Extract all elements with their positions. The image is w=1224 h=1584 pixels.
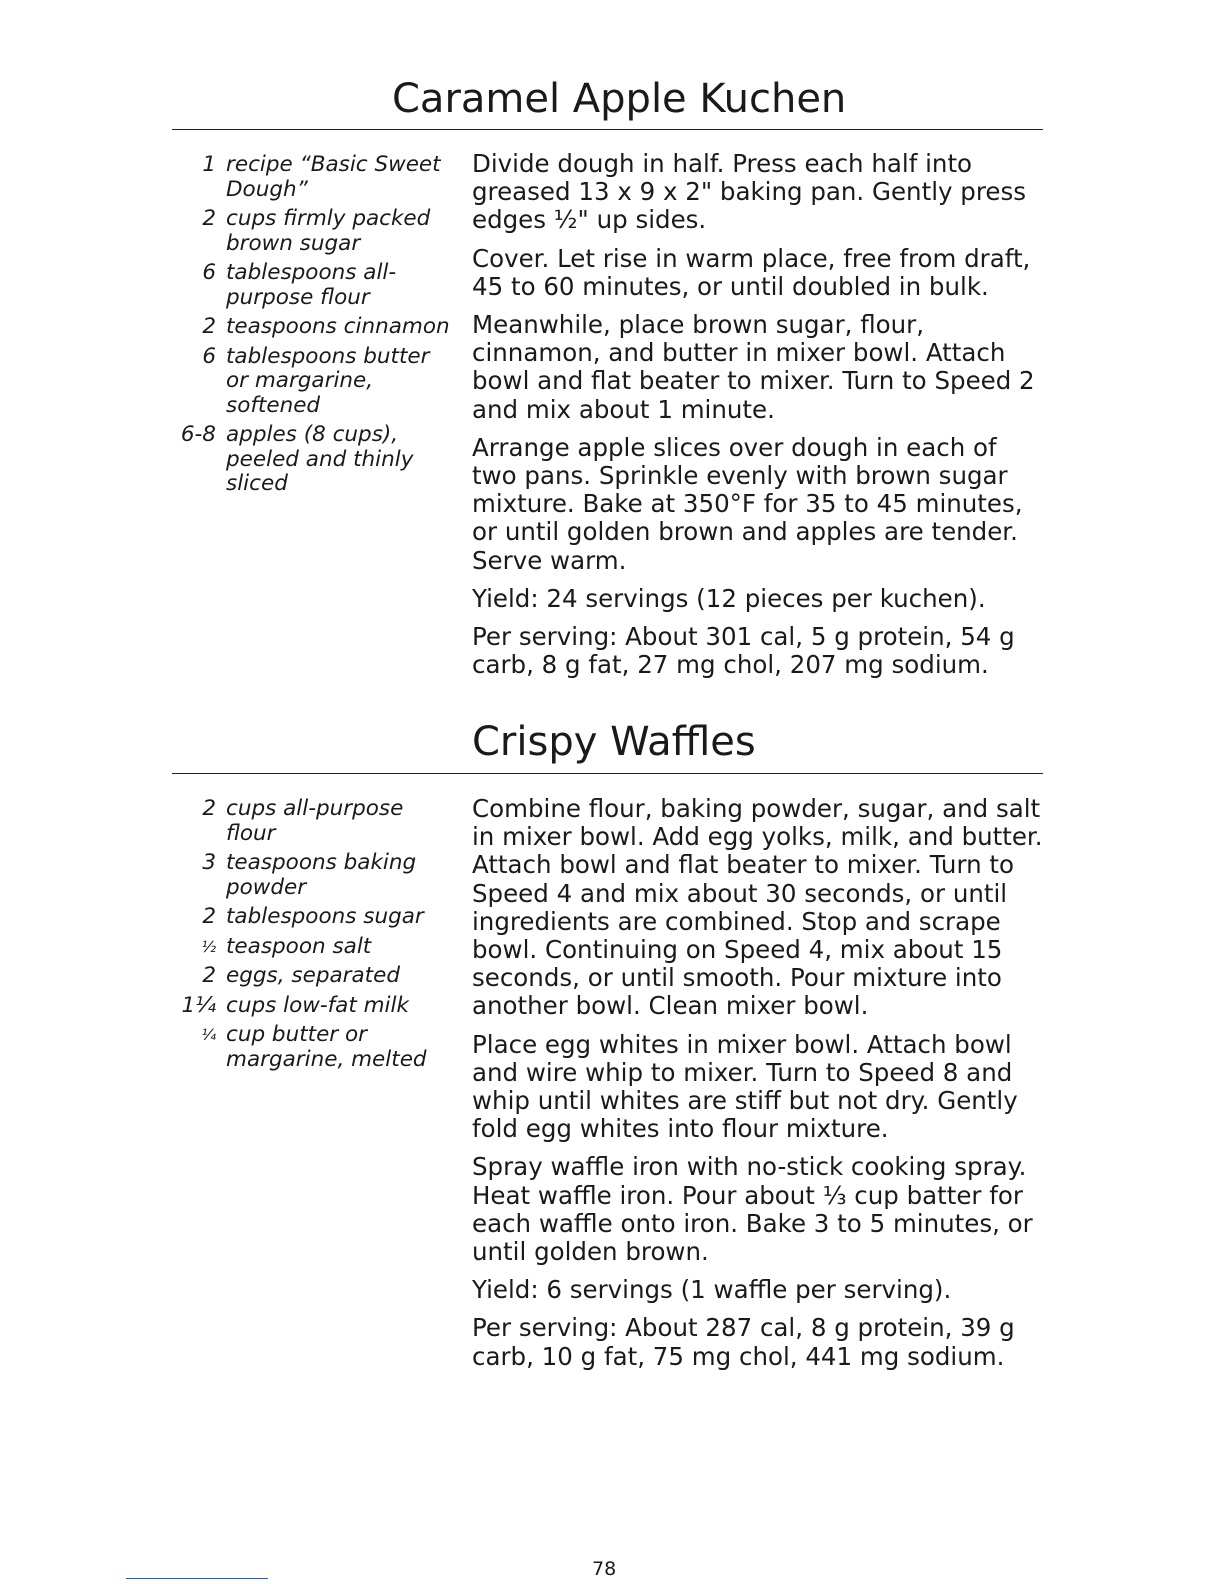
ingredient-qty: 2 <box>202 904 216 929</box>
ingredient-text: eggs, separated <box>226 963 400 988</box>
ingredient-qty: 6 <box>202 343 216 369</box>
nutrition-text: Per serving: About 301 cal, 5 g protein, 54 g carb, 8 g fat, 27 mg chol, 207 mg sodium. <box>472 622 1015 680</box>
ingredient-list <box>180 797 450 1077</box>
ingredient-qty: 2 <box>202 796 216 821</box>
ingredient-item <box>180 994 450 1019</box>
ingredient-item <box>180 905 450 930</box>
ingredient-item <box>180 423 450 497</box>
title-divider <box>172 773 1043 774</box>
recipe-title-crispy-waffles: Crispy Waffles <box>472 719 756 765</box>
directions <box>472 795 1044 1381</box>
nutrition-text: Per serving: About 287 cal, 8 g protein, 39 g carb, 10 g fat, 75 mg chol, 441 mg sodium. <box>472 1313 1015 1371</box>
direction-paragraph: Spray waffle iron with no-stick cooking spray. Heat waffle iron. Pour about ⅓ cup batter for each waffle onto iron. Bake 3 to 5 minutes, or until golden brown. <box>472 1152 1033 1267</box>
ingredient-text: cups low-fat milk <box>226 992 409 1018</box>
direction-paragraph: Meanwhile, place brown sugar, flour, cinnamon, and butter in mixer bowl. Attach bowl and flat beater to mixer. Turn to Speed 2 and mix about 1 minute. <box>472 310 1035 424</box>
ingredient-item <box>180 315 450 340</box>
ingredient-text: teaspoons baking powder <box>226 850 417 900</box>
ingredient-qty: 3 <box>202 850 216 875</box>
direction-paragraph: Cover. Let rise in warm place, free from draft, 45 to 60 minutes, or until doubled in bulk. <box>472 243 1031 301</box>
ingredient-qty: 1 <box>202 152 216 177</box>
ingredient-list <box>180 153 450 502</box>
ingredient-text: teaspoon salt <box>226 933 372 959</box>
ingredient-item <box>180 207 450 256</box>
ingredient-text: recipe “Basic Sweet Dough” <box>226 152 441 202</box>
ingredient-qty: 2 <box>202 314 216 339</box>
direction-paragraph: Combine flour, baking powder, sugar, and salt in mixer bowl. Add egg yolks, milk, and butter. Attach bowl and flat beater to mixer. Turn to Speed 4 and mix about 30 seconds, or until ingredients are combined. Stop and scrape bowl. Continuing on Speed 4, mix about 15 seconds, or until smooth. Pour mixture into another bowl. Clean mixer bowl. <box>472 794 1043 1021</box>
ingredient-qty: ½ <box>201 937 216 956</box>
ingredient-text: cups all-purpose flour <box>226 796 404 846</box>
yield-text: Yield: 6 servings (1 waffle per serving). <box>472 1275 952 1305</box>
ingredient-text: cup butter or margarine, melted <box>226 1022 427 1072</box>
ingredient-qty: 6 <box>202 260 216 285</box>
recipe-title-caramel-apple-kuchen: Caramel Apple Kuchen <box>392 76 847 122</box>
ingredient-item <box>180 797 450 846</box>
ingredient-text: tablespoons sugar <box>226 904 424 929</box>
ingredient-qty: 6-8 <box>180 422 216 447</box>
title-divider <box>172 129 1043 130</box>
ingredient-qty: ¼ <box>201 1026 216 1044</box>
ingredient-text: tablespoons butter or margarine, softened <box>226 343 430 418</box>
ingredient-item <box>180 261 450 310</box>
yield-text: Yield: 24 servings (12 pieces per kuchen). <box>472 583 986 613</box>
ingredient-item <box>180 851 450 900</box>
footer-link-line <box>126 1578 268 1579</box>
ingredient-text: apples (8 cups), peeled and thinly sliced <box>226 422 414 496</box>
direction-paragraph: Place egg whites in mixer bowl. Attach bowl and wire whip to mixer. Turn to Speed 8 and whip until whites are stiff but not dry. Gently fold egg whites into flour mixture. <box>472 1029 1018 1144</box>
ingredient-item <box>180 153 450 202</box>
ingredient-text: tablespoons all-purpose flour <box>226 260 397 310</box>
ingredient-item <box>180 964 450 989</box>
page-number: 78 <box>592 1558 617 1580</box>
direction-paragraph: Divide dough in half. Press each half into greased 13 x 9 x 2" baking pan. Gently press edges ½" up sides. <box>472 149 1026 235</box>
ingredient-qty: 1¼ <box>181 992 216 1018</box>
ingredient-item <box>180 935 450 960</box>
ingredient-text: cups firmly packed brown sugar <box>226 206 431 256</box>
ingredient-item <box>180 345 450 419</box>
ingredient-item <box>180 1023 450 1072</box>
ingredient-qty: 2 <box>202 206 216 231</box>
ingredient-text: teaspoons cinnamon <box>226 314 450 339</box>
ingredient-qty: 2 <box>202 963 216 988</box>
directions <box>472 150 1044 689</box>
direction-paragraph: Arrange apple slices over dough in each of two pans. Sprinkle evenly with brown sugar mixture. Bake at 350°F for 35 to 45 minutes, or until golden brown and apples are tender. Serve warm. <box>472 432 1023 575</box>
